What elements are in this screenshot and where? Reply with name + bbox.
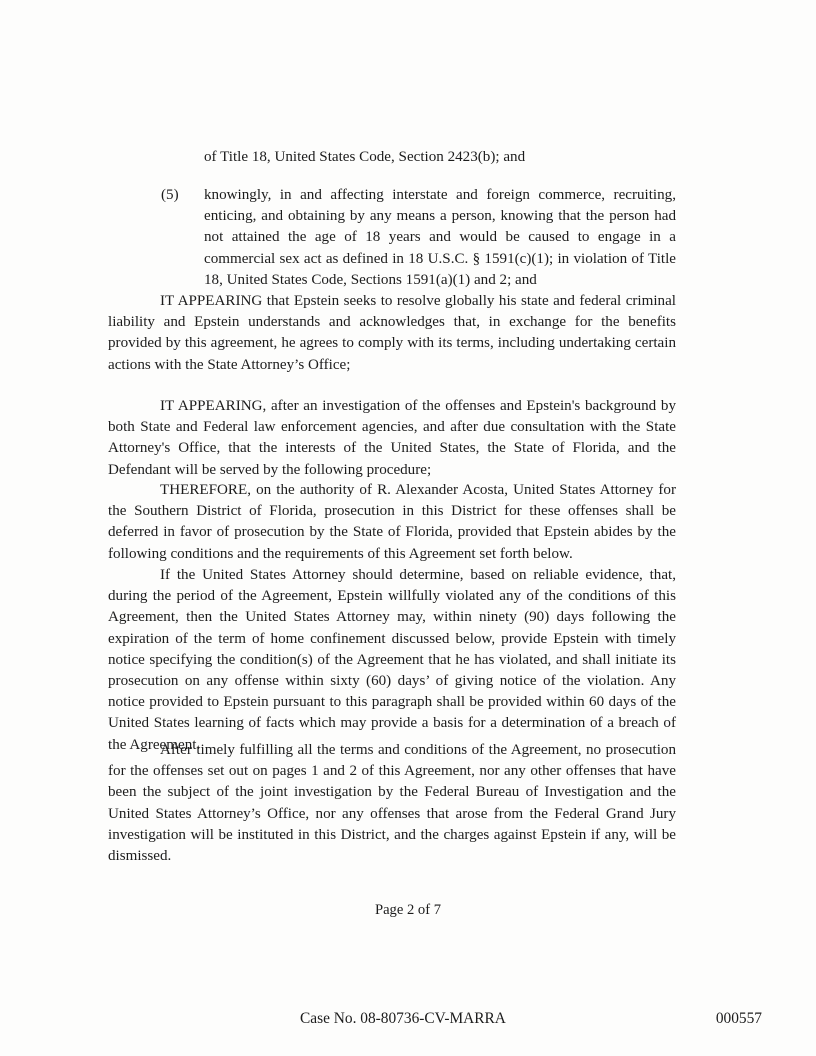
paragraph-text: THEREFORE, on the authority of R. Alexander Acosta, United States Attorney for the Southern District of Florida, prosecution in this District for these offenses shall be deferred in favor of prosecution by the State of Florida, provided that Epstein abides by the following conditions and the requirements of this Agreement set forth below.	[108, 482, 676, 562]
paragraph-3	[108, 480, 676, 565]
page-number: Page 2 of 7	[374, 902, 442, 918]
paragraph-text: After timely fulfilling all the terms and conditions of the Agreement, no prosecution for the offenses set out on pages 1 and 2 of this Agreement, nor any other offenses that have been the subject of the joint investigation by the Federal Bureau of Investigation and the United States Attorney’s Office, nor any offenses that arose from the Federal Grand Jury investigation will be instituted in this District, and the charges against Epstein if any, will be dismissed.	[108, 742, 676, 865]
paragraph-1	[108, 291, 676, 376]
paragraph-text: If the United States Attorney should determine, based on reliable evidence, that, during the period of the Agreement, Epstein willfully violated any of the conditions of this Agreement, then the United States Attorney may, within ninety (90) days following the expiration of the term of home confinement discussed below, provide Epstein with timely notice specifying the condition(s) of the Agreement that he has violated, and shall initiate its prosecution on any offense within sixty (60) days’ of giving notice of the violation. Any notice provided to Epstein pursuant to this paragraph shall be provided within 60 days of the United States learning of facts which may provide a basis for a determination of a breach of the Agreement.	[108, 567, 676, 753]
bates-number: 000557	[715, 1010, 762, 1027]
paragraph-2	[108, 396, 676, 481]
case-number: Case No. 08-80736-CV-MARRA	[300, 1010, 506, 1027]
paragraph-text: IT APPEARING, after an investigation of the offenses and Epstein's background by both State and Federal law enforcement agencies, and after due consultation with the State Attorney's Office, that the interests of the United States, the State of Florida, and the Defendant will be served by the following procedure;	[108, 398, 676, 478]
paragraph-text: IT APPEARING that Epstein seeks to resolve globally his state and federal criminal liability and Epstein understands and acknowledges that, in exchange for the benefits provided by this agreement, he agrees to comply with its terms, including undertaking certain actions with the State Attorney’s Office;	[108, 293, 676, 373]
paragraph-4	[108, 565, 676, 756]
continuation-line: of Title 18, United States Code, Section 2423(b); and	[204, 149, 526, 165]
item-text: knowingly, in and affecting interstate and foreign commerce, recruiting, enticing, and obtaining by any means a person, knowing that the person had not attained the age of 18 years and would be caused to engage in a commercial sex act as defined in 18 U.S.C. § 1591(c)(1); in violation of Title 18, United States Code, Sections 1591(a)(1) and 2; and	[204, 187, 676, 288]
item-number: (5)	[161, 187, 179, 203]
paragraph-5	[108, 740, 676, 867]
